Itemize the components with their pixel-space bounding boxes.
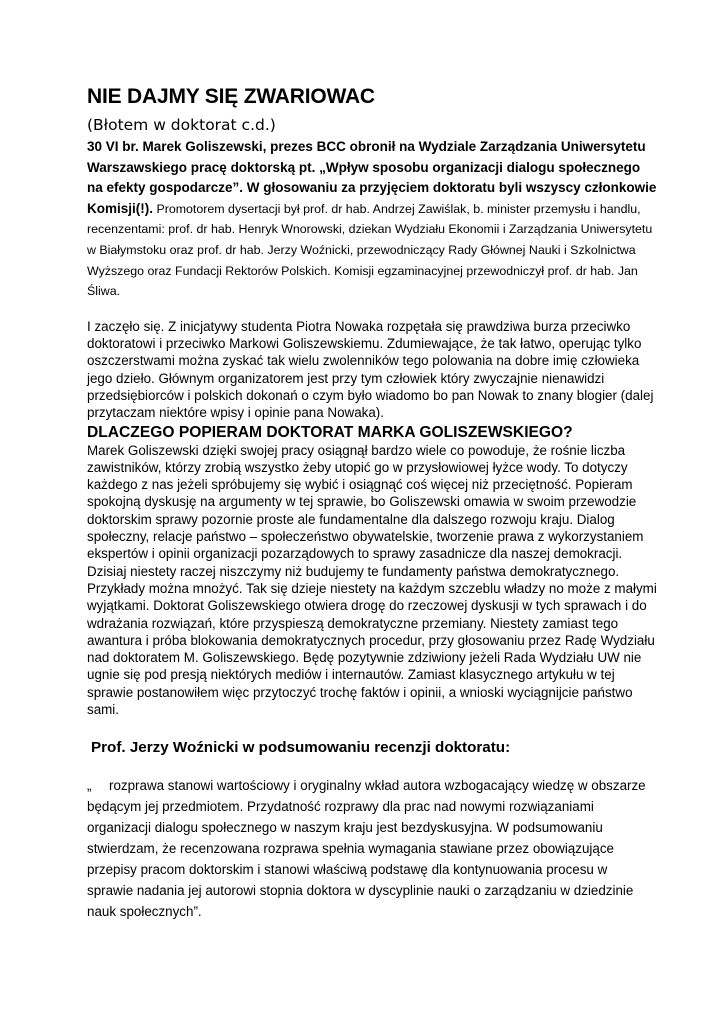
document-subtitle: (Błotem w doktorat c.d.)	[87, 116, 276, 134]
paragraph-2: Marek Goliszewski dzięki swojej pracy osiągnął bardzo wiele co powoduje, że rośnie liczba zawistników, którzy zrobią wszystko żeby utopić go w przysłowiowej łyżce wody. To dotyczy każdego z nas jeżeli spróbujemy się wybić i osiągnąć coś więcej niż przeciętność. Popieram spokojną dyskusję na argumenty w tej sprawie, bo Goliszewski omawia w swoim przewodzie doktorskim sprawy pozornie proste ale fundamentalne dla dalszego rozwoju kraju. Dialog społeczny, relacje państwo – społeczeństwo obywatelskie, tworzenie prawa z wykorzystaniem ekspertów i opinii organizacji pozarządowych to sprawy zasadnicze dla naszej demokracji. Dzisiaj niestety raczej niszczymy niż budujemy te fundamenty państwa demokratycznego. Przykłady można mnożyć. Tak się dzieje niestety na każdym szczeblu władzy no może z małymi wyjątkami. Doktorat Goliszewskiego otwiera drogę do rzeczowej dyskusji w tych sprawach i do wdrażania rozwiązań, które przyspieszą demokratyczne przemiany. Niestety zamiast tego awantura i próba blokowania demokratycznych procedur, przy głosowaniu przez Radę Wydziału nad doktoratem M. Goliszewskiego. Będę pozytywnie zdziwiony jeżeli Rada Wydziału UW nie ugnie się pod presją niektórych mediów i internautów. Zamiast klasycznego artykułu w tej sprawie postanowiłem więc przytoczyć trochę faktów i opinii, a wnioski wyciągnijcie państwo sami.	[87, 442, 657, 717]
quote-paragraph	[87, 776, 657, 922]
document-page	[87, 84, 657, 923]
document-title: NIE DAJMY SIĘ ZWARIOWAC	[87, 85, 375, 108]
intro-bold-text: 30 VI br. Marek Goliszewski, prezes BCC obronił na Wydziale Zarządzania Uniwersytetu Warszawskiego pracę doktorską pt. „Wpływ sposobu organizacji dialogu społecznego na efekty gospodarcze”. W głosowaniu za przyjęciem doktoratu byli wszyscy członkowie Komisji(!).	[87, 139, 657, 216]
opening-quote-mark: „	[87, 778, 92, 794]
intro-regular-text: Promotorem dysertacji był prof. dr hab. Andrzej Zawiślak, b. minister przemysłu i handlu, recenzentami: prof. dr hab. Henryk Wnorowski, dziekan Wydziału Ekonomii i Zarządzania Uniwersytetu w Białymstoku oraz prof. dr hab. Jerzy Woźnicki, przewodniczący Rady Głównej Nauki i Szkolnictwa Wyższego oraz Fundacji Rektorów Polskich. Komisji egzaminacyjnej przewodniczył prof. dr hab. Jan Śliwa.	[87, 201, 653, 299]
intro-paragraph	[87, 137, 657, 302]
section-heading: DLACZEGO POPIERAM DOKTORAT MARKA GOLISZEWSKIEGO?	[87, 423, 573, 441]
quote-text: rozprawa stanowi wartościowy i oryginalny wkład autora wzbogacający wiedzę w obszarze będącym jej przedmiotem. Przydatność rozprawy dla prac nad nowymi rozwiązaniami organizacji dialogu społecznego w naszym kraju jest bezdyskusyjna. W podsumowaniu stwierdzam, że recenzowana rozprawa spełnia wymagania stawiane przez obowiązujące przepisy pracom doktorskim i stanowi właściwą podstawę dla kontynuowania procesu w sprawie nadania jej autorowi stopnia doktora w dyscyplinie nauki o zarządzaniu w dziedzinie nauk społecznych”.	[87, 778, 646, 919]
quote-subheading: Prof. Jerzy Woźnicki w podsumowaniu recenzji doktoratu:	[91, 739, 511, 757]
paragraph-1: I zaczęło się. Z inicjatywy studenta Piotra Nowaka rozpętała się prawdziwa burza przeciwko doktoratowi i przeciwko Markowi Goliszewskiemu. Zdumiewające, że tak łatwo, operując tylko oszczerstwami można zyskać tak wielu zwolenników tego polowania na dobre imię człowieka jego dzieło. Głównym organizatorem jest przy tym człowiek który zwyczajnie nienawidzi przedsiębiorców i polskich dokonań o czym było wiadomo bo pan Nowak to znany blogier (dalej przytaczam niektóre wpisy i opinie pana Nowaka).	[87, 318, 654, 421]
